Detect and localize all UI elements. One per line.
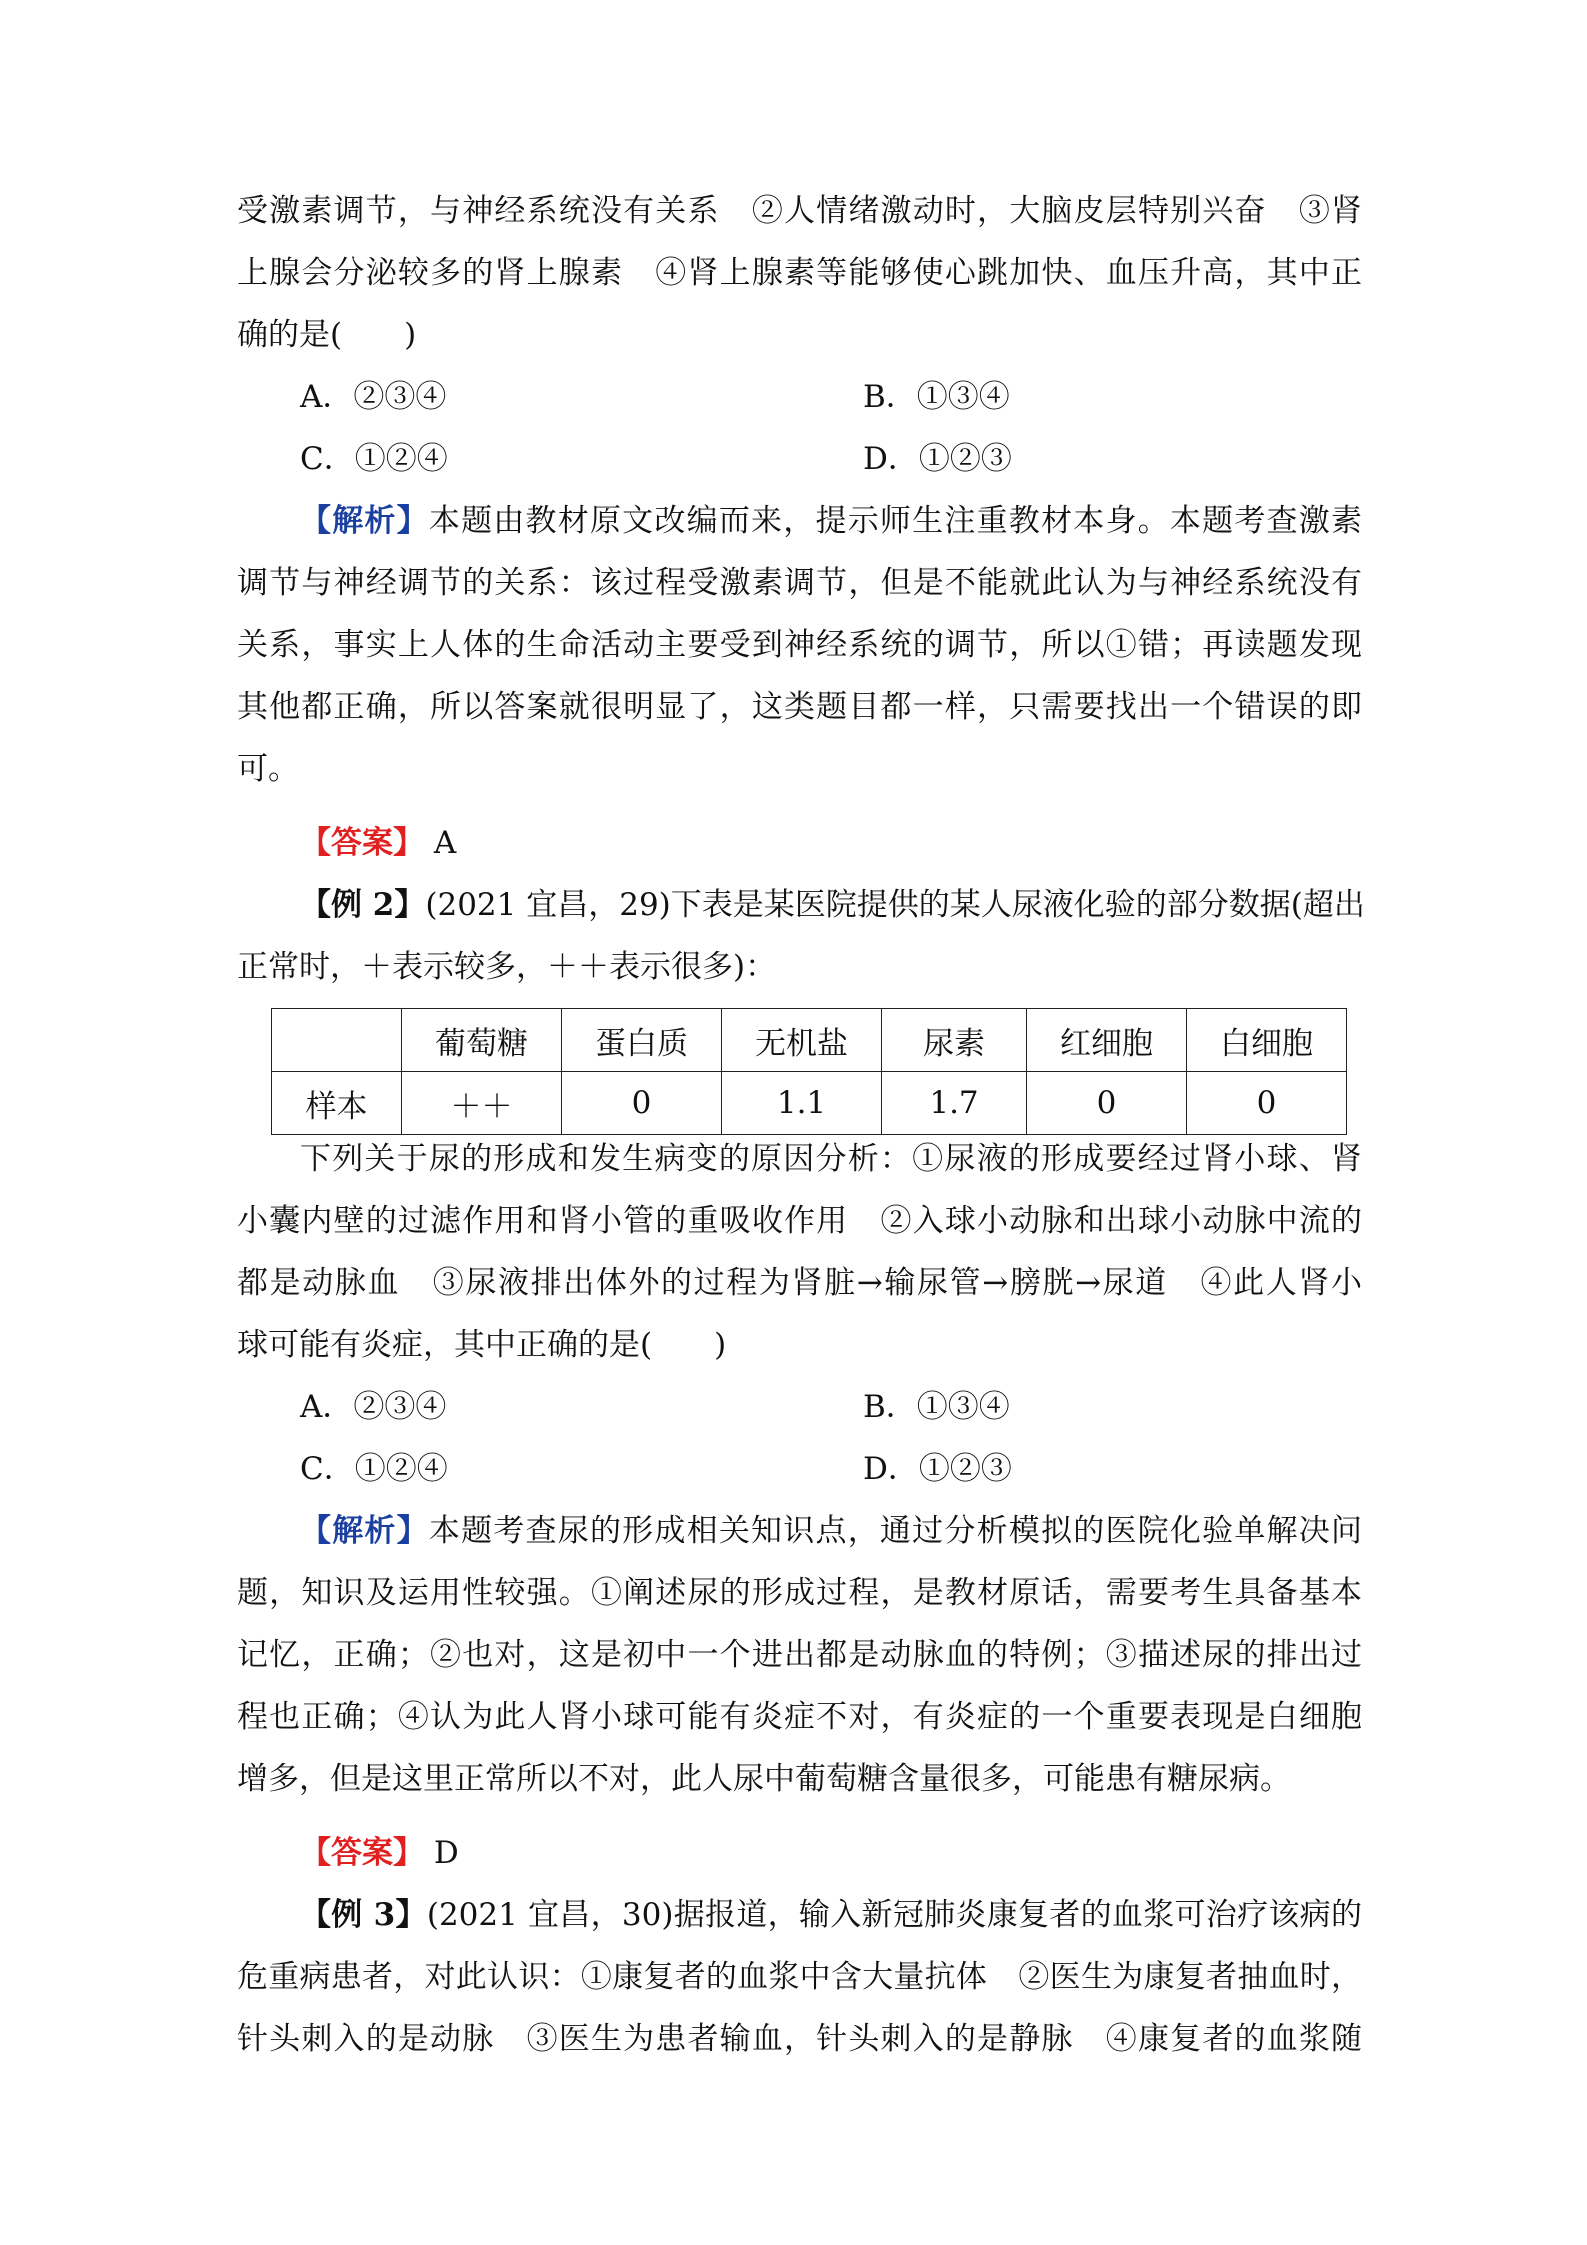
- q2-intro-line-1: [300, 874, 1365, 936]
- q1-analysis-line-3: 关系，事实上人体的生命活动主要受到神经系统的调节，所以①错；再读题发现: [237, 627, 1362, 663]
- q1-answer: [300, 812, 1362, 874]
- q1-answer-value: A: [433, 825, 457, 861]
- table-cell: 0: [1027, 1072, 1187, 1135]
- q2-intro-line-2: 正常时，＋表示较多，＋＋表示很多)：: [237, 949, 777, 985]
- q1-analysis-text: 本题由教材原文改编而来，提示师生注重教材本身。本题考查激素: [428, 503, 1362, 539]
- q2-body-line-4: 球可能有炎症，其中正确的是( ): [237, 1327, 727, 1363]
- q3-line-2: 危重病患者，对此认识：①康复者的血浆中含大量抗体 ②医生为康复者抽血时，: [237, 1959, 1362, 1995]
- q1-option-d: D．①②③: [863, 441, 1012, 477]
- q2-intro-text: (2021 宜昌，29)下表是某医院提供的某人尿液化验的部分数据(超出: [425, 887, 1365, 923]
- table-cell: 1.1: [722, 1072, 882, 1135]
- q1-text-line-3: 确的是( ): [237, 317, 417, 353]
- table-row: [272, 1072, 1347, 1135]
- table-cell: 1.7: [882, 1072, 1027, 1135]
- q1-analysis-label: 【解析】: [300, 503, 429, 539]
- q2-analysis-text: 本题考查尿的形成相关知识点，通过分析模拟的医院化验单解决问: [428, 1513, 1362, 1549]
- q2-option-d: D．①②③: [863, 1451, 1012, 1487]
- q2-answer-label: 【答案】: [300, 1835, 424, 1871]
- q2-analysis-line-3: 记忆，正确；②也对，这是初中一个进出都是动脉血的特例；③描述尿的排出过: [237, 1637, 1362, 1673]
- q1-option-b: B．①③④: [863, 379, 1010, 415]
- q2-body-line-2: 小囊内壁的过滤作用和肾小管的重吸收作用 ②入球小动脉和出球小动脉中流的: [237, 1203, 1362, 1239]
- q2-option-c: C．①②④: [300, 1451, 448, 1487]
- q1-analysis-line-2: 调节与神经调节的关系：该过程受激素调节，但是不能就此认为与神经系统没有: [237, 565, 1362, 601]
- table-cell: 样本: [272, 1072, 402, 1135]
- q2-option-b: B．①③④: [863, 1389, 1010, 1425]
- q2-analysis-label: 【解析】: [300, 1513, 429, 1549]
- table-header-cell: 红细胞: [1027, 1009, 1187, 1072]
- q2-answer: [300, 1822, 1362, 1884]
- table-header-cell: 尿素: [882, 1009, 1027, 1072]
- q1-option-a: A．②③④: [300, 379, 447, 415]
- table-header-row: [272, 1009, 1347, 1072]
- q1-text-line-1: 受激素调节，与神经系统没有关系 ②人情绪激动时，大脑皮层特别兴奋 ③肾: [237, 193, 1362, 229]
- q2-analysis-line-2: 题，知识及运用性较强。①阐述尿的形成过程，是教材原话，需要考生具备基本: [237, 1575, 1362, 1611]
- q2-option-a: A．②③④: [300, 1389, 447, 1425]
- q1-analysis-line-4: 其他都正确，所以答案就很明显了，这类题目都一样，只需要找出一个错误的即: [237, 689, 1362, 725]
- q1-option-c: C．①②④: [300, 441, 448, 477]
- table-cell: 0: [562, 1072, 722, 1135]
- q1-analysis-line-5: 可。: [237, 751, 299, 787]
- q2-analysis-line-5: 增多，但是这里正常所以不对，此人尿中葡萄糖含量很多，可能患有糖尿病。: [237, 1761, 1291, 1797]
- table-cell: ＋＋: [402, 1072, 562, 1135]
- table-header-cell: 葡萄糖: [402, 1009, 562, 1072]
- q3-intro-text: (2021 宜昌，30)据报道，输入新冠肺炎康复者的血浆可治疗该病的: [426, 1897, 1362, 1933]
- urine-test-table: [271, 1008, 1347, 1135]
- q2-body-line-1: 下列关于尿的形成和发生病变的原因分析：①尿液的形成要经过肾小球、肾: [300, 1141, 1362, 1177]
- q3-line-3: 针头刺入的是动脉 ③医生为患者输血，针头刺入的是静脉 ④康复者的血浆随: [237, 2021, 1362, 2057]
- q1-analysis-line-1: [300, 490, 1362, 552]
- q2-analysis-line-1: [300, 1500, 1362, 1562]
- q1-answer-label: 【答案】: [300, 825, 424, 861]
- q3-line-1: [300, 1884, 1362, 1946]
- table-header-cell: 无机盐: [722, 1009, 882, 1072]
- q2-answer-value: D: [433, 1835, 459, 1871]
- table-header-cell: 蛋白质: [562, 1009, 722, 1072]
- table-cell: 0: [1187, 1072, 1347, 1135]
- q2-label: 【例 2】: [300, 887, 426, 923]
- q2-analysis-line-4: 程也正确；④认为此人肾小球可能有炎症不对，有炎症的一个重要表现是白细胞: [237, 1699, 1362, 1735]
- q2-body-line-3: 都是动脉血 ③尿液排出体外的过程为肾脏→输尿管→膀胱→尿道 ④此人肾小: [237, 1265, 1362, 1301]
- q3-label: 【例 3】: [300, 1897, 427, 1933]
- table-header-cell: 白细胞: [1187, 1009, 1347, 1072]
- table-header-cell: [272, 1009, 402, 1072]
- q1-text-line-2: 上腺会分泌较多的肾上腺素 ④肾上腺素等能够使心跳加快、血压升高，其中正: [237, 255, 1362, 291]
